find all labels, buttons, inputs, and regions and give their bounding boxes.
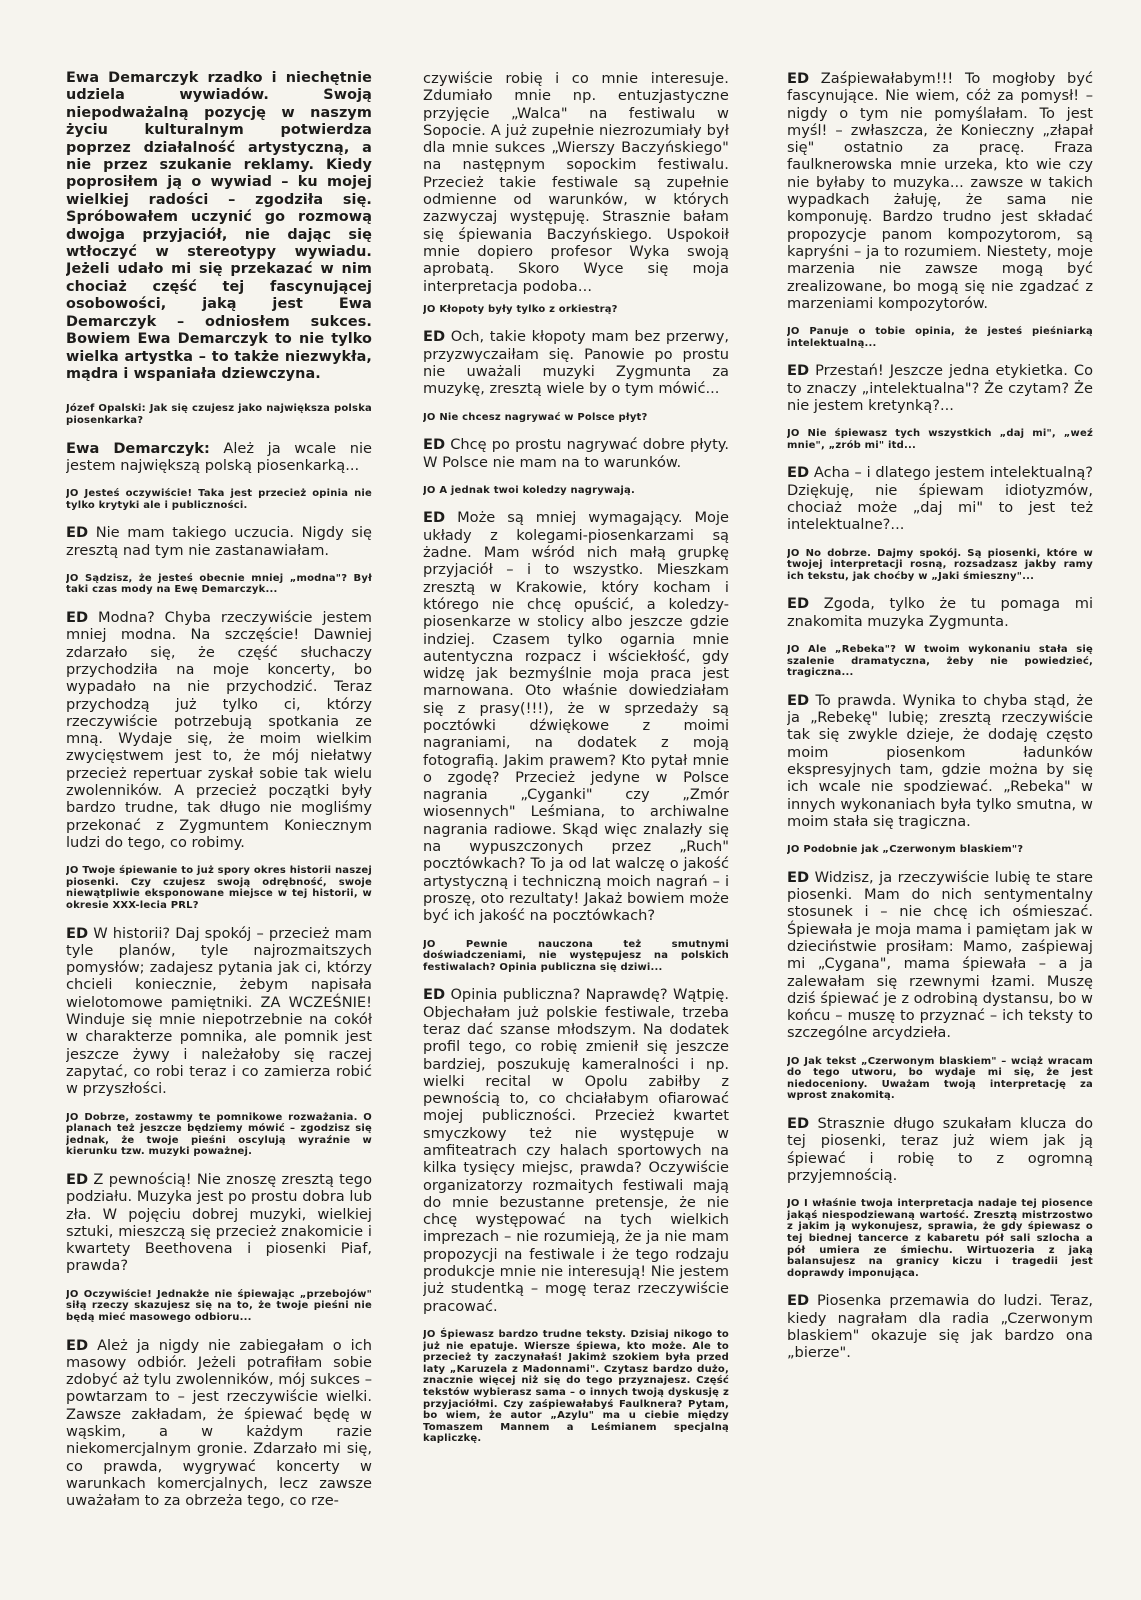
speaker-label: JO <box>66 1111 79 1123</box>
interviewee-answer <box>66 925 372 1098</box>
speaker-label: ED <box>66 1170 89 1188</box>
interviewer-question <box>66 1289 372 1324</box>
interviewee-answer <box>787 692 1093 830</box>
speaker-label: ED <box>787 1115 810 1133</box>
speaker-label: JO <box>787 844 800 856</box>
speaker-label: ED <box>787 70 810 87</box>
utterance-text: Ależ ja wcale nie jestem największą polską piosenkarką... <box>66 439 372 474</box>
utterance-text: I właśnie twoja interpretacja nadaje tej piosence jakąś niespodziewaną wartość. Zresztą mistrzostwo z jakim ją wykonujesz, sprawia, że gdy śpiewasz o tej biednej tancerce z kabaretu pół sali szlocha a pół umiera ze śmiechu. Wirtuozeria z jaką balansujesz na granicy kiczu i tragedii jest doprawdy imponująca. <box>787 1198 1093 1279</box>
utterance-text: Dobrze, zostawmy te pomnikowe rozważania. O planach też jeszcze będziemy mówić – zgodzisz się jednak, że twoje pieśni oscylują wyraźnie w kierunku tzw. muzyki poważnej. <box>66 1111 372 1158</box>
column-2 <box>423 70 729 1458</box>
interviewee-answer <box>787 869 1093 1042</box>
speaker-label: Józef Opalski: <box>66 403 146 415</box>
utterance-text: W historii? Daj spokój – przecież mam tyle planów, tyle najrozmaitszych pomysłów; zadajesz pytania jak ci, którzy chcieli koniecznie, żebym napisała wielotomowe pamiętniki. ZA WCZEŚNIE! Winduje się mnie niepotrzebnie na cokół w charakterze pomnika, ale pomnik jest jeszcze żywy i należałoby się raczej zapytać, co robi teraz i co zamierza robić w przyszłości. <box>66 924 372 1098</box>
utterance-text: Panuje o tobie opinia, że jesteś pieśniarką intelektualną... <box>787 326 1093 349</box>
utterance-text: Piosenka przemawia do ludzi. Teraz, kiedy nagrałam dla radia „Czerwonym blaskiem" okazuje się jak bardzo ona „bierze". <box>787 1292 1093 1362</box>
interviewee-answer <box>66 1337 372 1510</box>
speaker-label: Ewa Demarczyk: <box>66 439 210 457</box>
interviewer-question <box>787 844 1093 856</box>
speaker-label: JO <box>787 326 800 338</box>
speaker-label: JO <box>787 1055 800 1067</box>
interviewer-question <box>423 939 729 974</box>
speaker-label: ED <box>787 595 810 613</box>
utterance-text: Jak się czujesz jako największa polska piosenkarka? <box>66 403 372 426</box>
utterance-text: Chcę po prostu nagrywać dobre płyty. W Polsce nie mam na to warunków. <box>423 436 729 471</box>
interviewer-question <box>787 428 1093 451</box>
utterance-text: Kłopoty były tylko z orkiestrą? <box>439 303 618 315</box>
interviewee-answer <box>787 362 1093 414</box>
interviewee-answer <box>423 328 729 397</box>
utterance-text: Och, takie kłopoty mam bez przerwy, przyzwyczaiłam się. Panowie po prostu nie uważali muzyki Zygmunta za muzykę, zresztą wiele by o tym mówić... <box>423 328 729 398</box>
utterance-text: Ależ ja nigdy nie zabiegałam o ich masowy odbiór. Jeżeli potrafiłam sobie zdobyć aż tylu zwolenników, mój sukces – powtarzam to – jest rzeczywiście wielki. Zawsze zakładam, że śpiewać będę w wąskim, a w każdym razie niekomercjalnym gronie. Zdarzało mi się, co prawda, wygrywać koncerty w warunkach komercjalnych, lecz zawsze uważałam to za obrzeża tego, co rze- <box>66 1336 372 1510</box>
utterance-text: Pewnie nauczona też smutnymi doświadczeniami, nie występujesz na polskich festiwalach? Opinia publiczna się dziwi... <box>423 938 729 973</box>
speaker-label: ED <box>66 524 89 542</box>
interviewer-question <box>66 1112 372 1158</box>
utterance-text: Nie mam takiego uczucia. Nigdy się zresztą nad tym nie zastanawiałam. <box>66 524 372 559</box>
utterance-text: Zgoda, tylko że tu pomaga mi znakomita muzyka Zygmunta. <box>787 595 1093 630</box>
utterance-text: Modna? Chyba rzeczywiście jestem mniej modna. Na szczęście! Dawniej zdarzało się, że część słuchaczy przychodziła na moje koncerty, bo wypadało na nie przychodzić. Teraz przychodzą już tylko ci, którzy rzeczywiście potrzebują spotkania ze mną. Wydaje się, że moim wielkim zwycięstwem jest to, że mój niełatwy przecież repertuar zyskał sobie tak wielu zwolenników. A przecież początki były bardzo trudne, tak długo nie mogliśmy przekonać z Zygmuntem Koniecznym ludzi do tego, co robimy. <box>66 609 372 851</box>
interviewee-answer <box>423 986 729 1315</box>
interviewer-question <box>787 548 1093 583</box>
utterance-text: Acha – i dlatego jestem intelektualną? Dziękuję, nie śpiewam idiotyzmów, chociaż może „daj mi" to jest też intelektualne?... <box>787 464 1093 534</box>
utterance-text: No dobrze. Dajmy spokój. Są piosenki, które w twojej interpretacji rosną, rozsadzasz jakby ramy ich tekstu, jak choćby w „Jaki śmieszny"... <box>787 547 1093 582</box>
interviewer-question <box>423 485 729 497</box>
utterance-text: Nie śpiewasz tych wszystkich „daj mi", „weź mnie", „zrób mi" itd... <box>787 428 1093 451</box>
interviewee-answer <box>66 440 372 475</box>
speaker-label: ED <box>423 328 446 346</box>
speaker-label: JO <box>787 428 800 440</box>
speaker-label: ED <box>66 1336 89 1354</box>
continued-paragraph: czywiście robię i co mnie interesuje. Zdumiało mnie np. entuzjastyczne przyjęcie „Walca" na festiwalu w Sopocie. A już zupełnie niezrozumiały był dla mnie sukces „Wierszy Baczyńskiego" na następnym sopockim festiwalu. Przecież takie festiwale są zupełnie odmienne od warunków, w których zazwyczaj występuję. Strasznie bałam się śpiewania Baczyńskiego. Uspokoił mnie dopiero profesor Wyka swoją aprobatą. Skoro Wyce się moja interpretacja podoba... <box>423 70 729 295</box>
interviewer-question <box>66 488 372 511</box>
interviewer-question <box>787 1198 1093 1279</box>
speaker-label: ED <box>787 868 810 886</box>
speaker-label: ED <box>787 362 810 380</box>
utterance-text: Nie chcesz nagrywać w Polsce płyt? <box>439 411 648 423</box>
interviewer-question <box>66 403 372 426</box>
speaker-label: JO <box>66 865 79 877</box>
interviewer-question <box>66 865 372 911</box>
intro-paragraph: Ewa Demarczyk rzadko i niechętnie udziela wywiadów. Swoją niepodważalną pozycję w naszym życiu kulturalnym potwierdza poprzez działalność artystyczną, a nie przez szukanie reklamy. Kiedy poprosiłem ją o wywiad – ku mojej wielkiej radości – zgodziła się. Spróbowałem uczynić go rozmową dwojga przyjaciół, nie dając się wtłoczyć w stereotypy wywiadu. Jeżeli udało mi się przekazać w nim chociaż część tej fascynującej osobowości, jaką jest Ewa Demarczyk – odniosłem sukces. Bowiem Ewa Demarczyk to nie tylko wielka artystka – to także niezwykła, mądra i wspaniała dziewczyna. <box>66 70 372 382</box>
speaker-label: JO <box>423 303 436 315</box>
interviewee-answer <box>787 1292 1093 1361</box>
speaker-label: JO <box>66 488 79 500</box>
interviewer-question <box>66 573 372 596</box>
utterance-text: Ale „Rebeka"? W twoim wykonaniu stała się szalenie dramatyczna, żeby nie powiedzieć, tragiczna... <box>787 643 1093 679</box>
speaker-label: JO <box>423 1328 436 1340</box>
speaker-label: JO <box>787 547 800 559</box>
utterance-text: To prawda. Wynika to chyba stąd, że ja „Rebekę" lubię; zresztą rzeczywiście tak się zwykle dzieje, że dodaję często moim piosenkom ładunków ekspresyjnych tam, gdzie można by się ich wcale nie spodziewać. „Rebeka" w innych wykonaniach była tylko smutna, w moim stała się tragiczna. <box>787 691 1093 830</box>
speaker-label: ED <box>66 924 89 942</box>
speaker-label: JO <box>66 572 79 584</box>
speaker-label: JO <box>787 643 800 655</box>
speaker-label: ED <box>423 436 446 454</box>
interviewee-answer <box>787 595 1093 630</box>
utterance-text: Z pewnością! Nie znoszę zresztą tego podziału. Muzyka jest po prostu dobra lub zła. W pojęciu dobrej muzyki, wielkiej sztuki, mieszczą się przecież znakomicie i kwartety Beethovena i piosenki Piaf, prawda? <box>66 1170 372 1275</box>
speaker-label: ED <box>66 609 89 627</box>
interviewee-answer <box>66 609 372 851</box>
speaker-label: ED <box>787 464 810 482</box>
utterance-text: Podobnie jak „Czerwonym blaskiem"? <box>803 844 1024 856</box>
utterance-text: Twoje śpiewanie to już spory okres historii naszej piosenki. Czy czujesz swoją odrębność, swoje niewątpliwie eksponowane miejsce w tej historii, w okresie XXX-lecia PRL? <box>66 865 372 911</box>
speaker-label: ED <box>423 509 446 527</box>
utterance-text: Może są mniej wymagający. Moje układy z kolegami-piosenkarzami są żadne. Mam wśród nich małą grupkę przyjaciół – i to wszystko. Mieszkam zresztą w Krakowie, który kocham i którego nie chcę opuścić, a koledzy-piosenkarze w stolicy albo jeszcze gdzie indziej. Czasem tylko ogarnia mnie autentyczna rozpacz i wściekłość, gdy widzę jak bezmyślnie moja praca jest marnowana. Oto właśnie dowiedziałam się z prasy(!!!), że w sprzedaży są pocztówki dźwiękowe z moimi nagraniami, na dodatek z moją fotografią. Jakim prawem? Kto pytał mnie o zgodę? Przecież jedyne w Polsce nagrania „Cyganki" czy „Zmór wiosennych" Leśmiana, to archiwalne nagrania radiowe. Skąd więc znalazły się na wypuszczonych przez „Ruch" pocztówkach? To ja od lat walczę o jakość artystyczną i techniczną moich nagrań – i proszę, oto rezultaty! Jakaż bowiem może być ich jakość na pocztówkach? <box>423 509 729 925</box>
interviewer-question <box>423 412 729 424</box>
utterance-text: Przestań! Jeszcze jedna etykietka. Co to znaczy „intelektualna"? Że czytam? Że nie jestem kretynką?... <box>787 362 1093 414</box>
speaker-label: JO <box>423 411 436 423</box>
utterance-text: Oczywiście! Jednakże nie śpiewając „przebojów" siłą rzeczy skazujesz się na to, że twoje pieśni nie będą mieć masowego odbioru... <box>66 1288 372 1323</box>
interviewer-question <box>787 326 1093 349</box>
interviewee-answer <box>66 1171 372 1275</box>
interviewer-question <box>423 1329 729 1445</box>
interviewee-answer <box>66 524 372 559</box>
utterance-text: Jesteś oczywiście! Taka jest przecież opinia nie tylko krytyki ale i publiczności. <box>66 488 372 511</box>
interviewee-answer <box>423 509 729 924</box>
interviewer-question <box>787 644 1093 679</box>
interviewee-answer <box>787 70 1093 312</box>
column-3 <box>787 70 1093 1376</box>
interviewee-answer <box>423 436 729 471</box>
interviewee-answer <box>787 1115 1093 1184</box>
speaker-label: JO <box>423 484 436 496</box>
utterance-text: Strasznie długo szukałam klucza do tej piosenki, teraz już wiem jak ją śpiewać i robię to z ogromną przyjemnością. <box>787 1115 1093 1184</box>
utterance-text: Widzisz, ja rzeczywiście lubię te stare piosenki. Mam do nich sentymentalny stosunek i – nie chcę ich ośmieszać. Śpiewała je moja mama i pamiętam jak w dzieciństwie prosiłam: Mamo, zaśpiewaj mi „Cygana", mama śpiewała – a ja zalewałam się rzewnymi łzami. Muszę dziś śpiewać je z odrobiną dystansu, bo w końcu – muszę to przyznać – ich teksty to szczególne arcydzieła. <box>787 868 1093 1042</box>
speaker-label: ED <box>787 1292 810 1310</box>
utterance-text: Śpiewasz bardzo trudne teksty. Dzisiaj nikogo to już nie epatuje. Wiersze śpiewa, kto może. Ale to przecież ty zaczynałaś! Jakimż szokiem była przed laty „Karuzela z Madonnami". Czytasz bardzo dużo, znacznie więcej niż się do tego przyznajesz. Część tekstów wybierasz sama – o innych twoją dyskusję z przyjaciółmi. Czy zaśpiewałabyś Faulknera? Pytam, bo wiem, że autor „Azylu" ma u ciebie między Tomaszem Mannem a Leśmianem specjalną kapliczkę. <box>423 1328 729 1445</box>
speaker-label: ED <box>423 986 446 1004</box>
speaker-label: JO <box>787 1198 800 1210</box>
utterance-text: Zaśpiewałabym!!! To mogłoby być fascynujące. Nie wiem, cóż za pomysł! – nigdy o tym nie pomyślałam. To jest myśl! – zwłaszcza, że Konieczny „złapał się" ostatnio za pracę. Fraza faulknerowska mnie urzeka, kto wie czy nie byłaby to muzyka... zawsze w takich wypadkach żałuję, że sama nie komponuję. Bardzo trudno jest składać propozycje panom kompozytorom, są kapryśni – ja to rozumiem. Niestety, moje marzenia nie zawsze mogą być zrealizowane, bo mogą się nie zgadzać z marzeniami kompozytorów. <box>787 70 1093 312</box>
speaker-label: ED <box>787 691 810 709</box>
utterance-text: A jednak twoi koledzy nagrywają. <box>439 484 635 496</box>
utterance-text: Opinia publiczna? Naprawdę? Wątpię. Objechałam już polskie festiwale, trzeba teraz dać szanse młodszym. Na dodatek profil tego, co robię zmienił się jeszcze bardziej, poszukuję kameralności i np. wielki recital w Opolu zabiłby z pewnością to, co chciałabym ofiarować mojej publiczności. Przecież kwartet smyczkowy też nie występuje w amfiteatrach czy halach sportowych na kilka tysięcy miejsc, prawda? Oczywiście organizatorzy rozmaitych festiwali mają do mnie bezustanne pretensje, że nie chcę występować na tych wielkich imprezach – nie rozumieją, że ja nie mam propozycji na festiwale i że tego rodzaju produkcje mnie nie interesują! Nie jestem już studentką – mogę teraz rzeczywiście pracować. <box>423 986 729 1315</box>
column-1 <box>66 70 372 1523</box>
utterance-text: Jak tekst „Czerwonym blaskiem" – wciąż wracam do tego utworu, bo wydaje mi się, że jest niedoceniony. Uważam twoją interpretację za wprost znakomitą. <box>787 1055 1093 1102</box>
speaker-label: JO <box>423 938 436 950</box>
interviewee-answer <box>787 464 1093 533</box>
interviewer-question <box>787 1056 1093 1102</box>
utterance-text: Sądzisz, że jesteś obecnie mniej „modna"? Był taki czas mody na Ewę Demarczyk... <box>66 572 372 596</box>
interviewer-question <box>423 304 729 316</box>
speaker-label: JO <box>66 1288 79 1300</box>
